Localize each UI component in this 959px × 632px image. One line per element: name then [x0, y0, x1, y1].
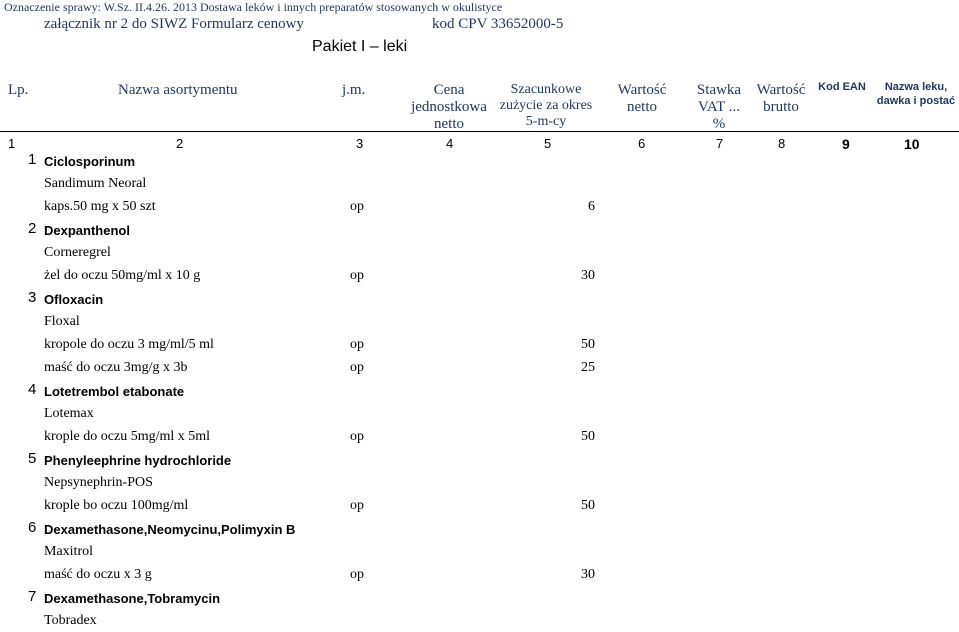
item-description: Sandimum Neoral — [44, 176, 147, 191]
unit-of-measure: op — [350, 199, 364, 214]
item-description: maść do oczu x 3 g — [44, 567, 152, 582]
packet-title: Pakiet I – leki — [312, 38, 408, 55]
item-description: kaps.50 mg x 50 szt — [44, 199, 156, 214]
header-jm: j.m. — [342, 82, 366, 98]
header-name: Nazwa asortymentu — [118, 82, 238, 98]
header-lp: Lp. — [8, 82, 29, 98]
estimated-quantity: 50 — [581, 498, 595, 513]
estimated-quantity: 50 — [581, 429, 595, 444]
table-row — [0, 357, 959, 379]
column-number: 2 — [176, 136, 184, 151]
column-number: 6 — [638, 136, 646, 151]
case-reference: Oznaczenie sprawy: W.Sz. II.4.26. 2013 Dostawa leków i innych preparatów stosowanych w okulistyce — [4, 0, 503, 14]
cpv-code: kod CPV 33652000-5 — [432, 16, 564, 32]
column-number: 7 — [716, 136, 724, 151]
table-row — [0, 150, 959, 172]
table-row — [0, 518, 959, 540]
item-description: krople bo oczu 100mg/ml — [44, 498, 189, 513]
substance-name: Ciclosporinum — [44, 154, 136, 169]
unit-of-measure: op — [350, 429, 364, 444]
table-row — [0, 403, 959, 425]
estimated-quantity: 25 — [581, 360, 595, 375]
header-usage: Szacunkowe zużycie za okres 5-m-cy — [499, 82, 593, 129]
item-description: Maxitrol — [44, 544, 93, 559]
table-row — [0, 242, 959, 264]
item-description: żel do oczu 50mg/ml x 10 g — [44, 268, 201, 283]
header-drug-name: Nazwa leku, dawka i postać — [876, 81, 956, 107]
table-row — [0, 311, 959, 333]
row-number: 1 — [28, 151, 37, 168]
unit-of-measure: op — [350, 498, 364, 513]
table-row — [0, 587, 959, 609]
substance-name: Lotetrembol etabonate — [44, 384, 185, 399]
column-number: 8 — [778, 136, 786, 151]
table-row — [0, 426, 959, 448]
column-number: 9 — [842, 136, 850, 152]
table-row — [0, 610, 959, 632]
document-title: załącznik nr 2 do SIWZ Formularz cenowy — [44, 16, 304, 32]
unit-of-measure: op — [350, 360, 364, 375]
unit-of-measure: op — [350, 268, 364, 283]
table-row — [0, 334, 959, 356]
estimated-quantity: 6 — [588, 199, 595, 214]
table-row — [0, 219, 959, 241]
column-number: 4 — [446, 136, 454, 151]
row-number: 6 — [28, 519, 37, 536]
row-number: 7 — [28, 588, 37, 605]
column-number: 5 — [544, 136, 552, 151]
substance-name: Dexamethasone,Tobramycin — [44, 591, 221, 606]
row-number: 4 — [28, 381, 37, 398]
table-row — [0, 173, 959, 195]
item-description: Tobradex — [44, 613, 97, 628]
column-number: 10 — [904, 136, 920, 152]
item-description: Floxal — [44, 314, 80, 329]
header-value-net: Wartość netto — [617, 82, 667, 115]
column-number: 1 — [8, 136, 16, 151]
row-number: 2 — [28, 220, 37, 237]
header-value-gross: Wartość brutto — [756, 82, 806, 115]
estimated-quantity: 30 — [581, 268, 595, 283]
estimated-quantity: 30 — [581, 567, 595, 582]
unit-of-measure: op — [350, 567, 364, 582]
table-row — [0, 196, 959, 218]
table-row — [0, 380, 959, 402]
column-number: 3 — [356, 136, 364, 151]
header-price: Cena jednostkowa netto — [411, 82, 487, 132]
table-row — [0, 288, 959, 310]
item-description: kropole do oczu 3 mg/ml/5 ml — [44, 337, 214, 352]
substance-name: Dexamethasone,Neomycinu,Polimyxin B — [44, 522, 296, 537]
item-description: Lotemax — [44, 406, 94, 421]
table-row — [0, 265, 959, 287]
table-row — [0, 541, 959, 563]
unit-of-measure: op — [350, 337, 364, 352]
item-description: maść do oczu 3mg/g x 3b — [44, 360, 188, 375]
table-row — [0, 564, 959, 586]
substance-name: Ofloxacin — [44, 292, 104, 307]
substance-name: Dexpanthenol — [44, 223, 130, 238]
table-row — [0, 449, 959, 471]
row-number: 3 — [28, 289, 37, 306]
header-vat: Stawka VAT ... % — [696, 82, 742, 132]
item-description: Nepsynephrin-POS — [44, 475, 153, 490]
header-divider — [0, 131, 959, 132]
table-row — [0, 472, 959, 494]
header-ean: Kod EAN — [818, 81, 866, 93]
substance-name: Phenyleephrine hydrochloride — [44, 453, 232, 468]
row-number: 5 — [28, 450, 37, 467]
estimated-quantity: 50 — [581, 337, 595, 352]
table-row — [0, 495, 959, 517]
item-description: krople do oczu 5mg/ml x 5ml — [44, 429, 211, 444]
item-description: Corneregrel — [44, 245, 111, 260]
